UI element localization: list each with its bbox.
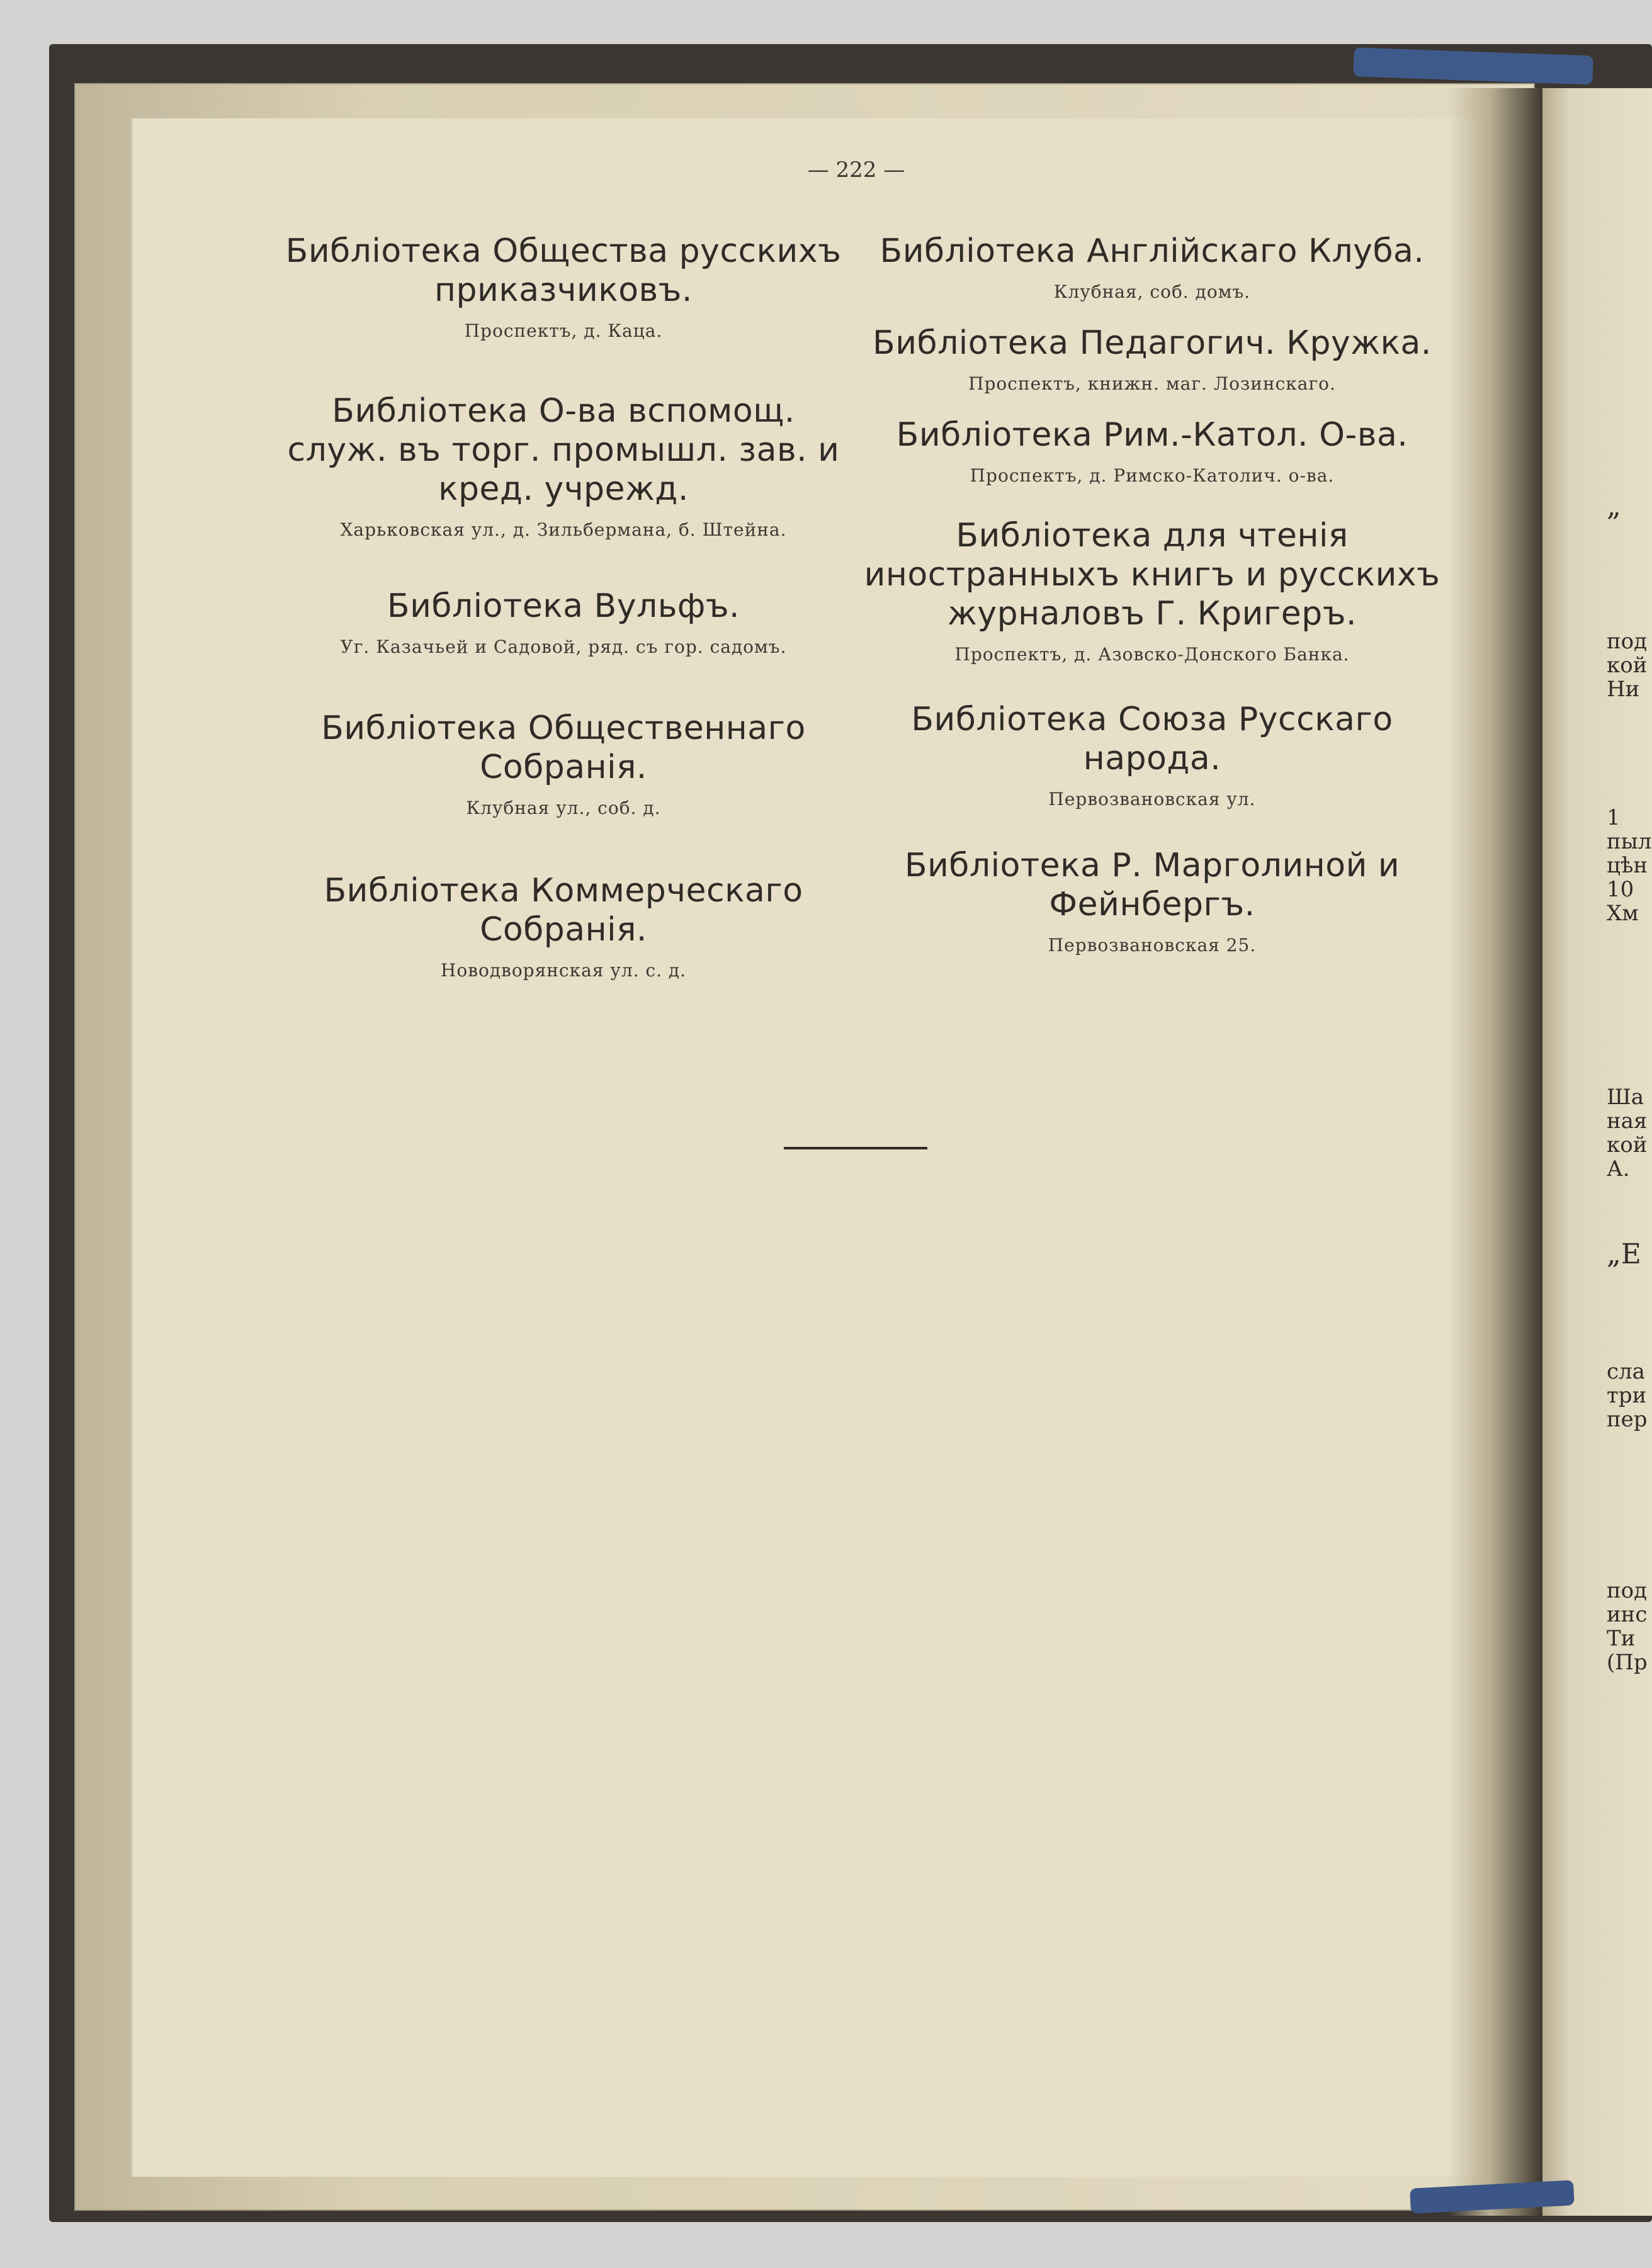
library-entry	[277, 871, 850, 982]
text-fragment: пер	[1607, 1407, 1648, 1432]
fragment-group	[1607, 1579, 1652, 1674]
library-entry	[277, 587, 850, 658]
text-fragment: „Е	[1607, 1238, 1641, 1270]
library-entry	[277, 232, 850, 342]
text-fragment: (Пр	[1607, 1650, 1648, 1675]
text-fragment: под	[1607, 629, 1648, 654]
text-fragment: Ти	[1607, 1626, 1636, 1651]
library-name: Библіотека Общества русскихъ приказчиковъ.	[285, 232, 842, 309]
library-entry	[277, 709, 850, 820]
library-name: Библіотека О-ва вспомощ. служ. въ торг. промышл. зав. и кред. учрежд.	[287, 392, 840, 508]
section-divider	[784, 1147, 927, 1149]
text-fragment: инс	[1607, 1602, 1648, 1627]
library-address: Проспектъ, д. Каца.	[464, 320, 663, 341]
library-address: Проспектъ, д. Азовско-Донского Банка.	[954, 644, 1350, 665]
library-entry	[863, 516, 1442, 666]
library-name: Библіотека Союза Русскаго народа.	[911, 701, 1393, 777]
text-fragment: 1	[1607, 805, 1621, 830]
library-entry	[277, 392, 850, 541]
text-fragment: Хм	[1607, 901, 1639, 926]
fragment-group	[1607, 806, 1652, 925]
library-name: Библіотека Р. Марголиной и Фейнбергъ.	[904, 847, 1400, 923]
fragment-group	[1607, 629, 1652, 701]
library-address: Первозвановская 25.	[1048, 935, 1257, 956]
text-fragment: Ни	[1607, 677, 1640, 702]
text-fragment: кой	[1607, 1132, 1648, 1158]
text-fragment: пыл	[1607, 829, 1652, 854]
text-fragment: „	[1607, 490, 1621, 522]
fragment-group	[1607, 1239, 1652, 1270]
library-address: Клубная ул., соб. д.	[466, 798, 661, 818]
text-fragment: под	[1607, 1578, 1648, 1603]
text-fragment: А.	[1607, 1156, 1630, 1182]
library-name: Библіотека Педагогич. Кружка.	[873, 324, 1432, 362]
text-fragment: три	[1607, 1383, 1647, 1408]
text-fragment: сла	[1607, 1359, 1645, 1384]
left-column	[277, 232, 850, 982]
library-entry	[863, 415, 1442, 487]
library-name: Библіотека Общественнаго Собранія.	[321, 709, 806, 786]
library-address: Харьковская ул., д. Зильбермана, б. Штейна.	[340, 519, 787, 540]
text-fragment: 10	[1607, 877, 1634, 902]
fragment-group	[1607, 491, 1652, 522]
library-entry	[863, 700, 1442, 811]
fragment-group	[1607, 1085, 1652, 1181]
fragment-group	[1607, 1360, 1652, 1431]
text-fragment: ная	[1607, 1109, 1648, 1134]
library-address: Клубная, соб. домъ.	[1053, 281, 1251, 302]
library-name: Библіотека для чтенія иностранныхъ книгъ и русскихъ журналовъ Г. Кригеръ.	[864, 517, 1440, 633]
library-entry	[863, 232, 1442, 303]
right-column	[863, 232, 1442, 957]
library-name: Библіотека Коммерческаго Собранія.	[324, 872, 803, 949]
page-number: — 222 —	[807, 157, 905, 183]
library-entry	[863, 324, 1442, 395]
text-fragment: кой	[1607, 653, 1648, 678]
library-name: Библіотека Рим.-Катол. О-ва.	[896, 416, 1408, 454]
book-gutter	[1448, 88, 1542, 2216]
text-fragment: Ша	[1607, 1085, 1644, 1110]
text-fragment: цѣн	[1607, 853, 1648, 878]
facing-page-text-fragments	[1605, 0, 1652, 2268]
library-address: Проспектъ, книжн. маг. Лозинскаго.	[968, 373, 1336, 394]
library-address: Уг. Казачьей и Садовой, ряд. съ гор. садомъ.	[340, 636, 787, 657]
library-address: Первозвановская ул.	[1048, 789, 1256, 810]
library-name: Библіотека Англійскаго Клуба.	[880, 232, 1425, 270]
library-name: Библіотека Вульфъ.	[387, 587, 740, 625]
library-entry	[863, 846, 1442, 957]
library-address: Новодворянская ул. с. д.	[440, 960, 687, 981]
library-address: Проспектъ, д. Римско-Католич. о-ва.	[970, 465, 1335, 486]
